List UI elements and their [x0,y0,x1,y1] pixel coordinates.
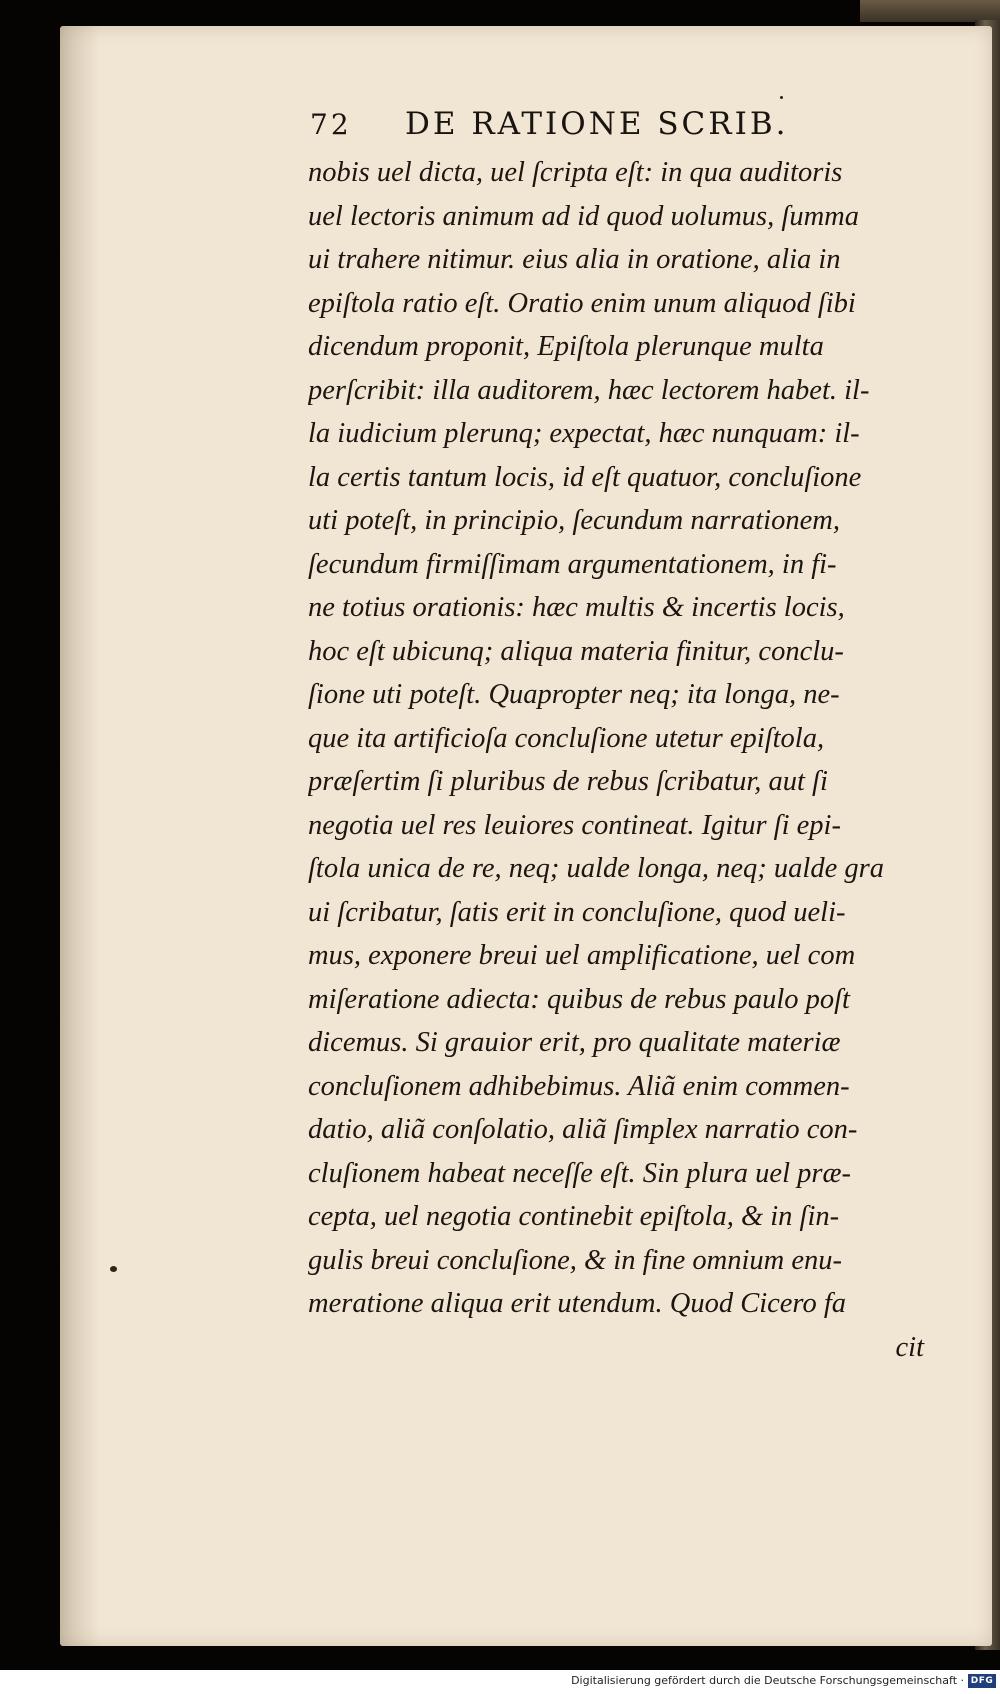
text-line: cluſionem habeat neceſſe eſt. Sin plura uel præ- [308,1157,851,1189]
running-head [310,104,870,144]
paper-speck [110,1266,117,1272]
text-line: mus, exponere breui uel amplificatione, uel com [308,940,856,971]
text-line: dicendum proponit, Epiſtola plerunque multa [308,331,824,362]
text-line: miſeratione adiecta: quibus de rebus paulo poſt [308,983,850,1015]
text-line: ſecundum firmiſſimam argumentationem, in fi- [308,548,837,580]
text-line: dicemus. Si grauior erit, pro qualitate materiæ [308,1027,841,1058]
body-text [308,151,948,1369]
text-line: nobis uel dicta, uel ſcripta eſt: in qua auditoris [308,157,843,188]
footer-bar [0,1670,1000,1694]
text-line: uti poteſt, in principio, ſecundum narrationem, [308,505,840,536]
running-head-title: DE RATIONE SCRIB. [405,106,789,142]
text-line: perſcribit: illa auditorem, hæc lectorem habet. il- [308,374,870,406]
text-line: ui ſcribatur, ſatis erit in concluſione, quod ueli- [308,896,846,928]
catchword: cit [895,1331,924,1363]
funding-notice: Digitalisierung gefördert durch die Deutsche Forschungsgemeinschaft · [571,1674,964,1687]
page-number: 72 [310,108,352,141]
text-line: ui trahere nitimur. eius alia in oratione, alia in [308,244,841,275]
paper-speck [780,96,783,99]
text-line: que ita artificioſa concluſione utetur epiſtola, [308,722,825,754]
text-line: ſione uti poteſt. Quapropter neq; ita longa, ne- [308,679,840,710]
text-line: ne totius orationis: hæc multis & incertis locis, [308,592,845,623]
text-line: uel lectoris animum ad id quod uolumus, ſumma [308,200,859,232]
text-line: la certis tantum locis, id eſt quatuor, concluſione [308,461,862,493]
text-line: gulis breui concluſione, & in fine omnium enu- [308,1244,843,1276]
text-line: concluſionem adhibebimus. Aliã enim commen- [308,1070,850,1102]
text-line: datio, aliã conſolatio, aliã ſimplex narratio con- [308,1114,858,1145]
text-line: præſertim ſi pluribus de rebus ſcribatur, aut ſi [308,766,828,797]
text-line: la iudicium plerunq; expectat, hæc nunquam: il- [308,418,860,449]
text-line: hoc eſt ubicunq; aliqua materia finitur, conclu- [308,635,844,667]
text-line: cepta, uel negotia continebit epiſtola, & in ſin- [308,1201,840,1232]
book-top-edge [860,0,1000,22]
dfg-logo: DFG [968,1674,996,1688]
text-line: epiſtola ratio eſt. Oratio enim unum aliquod ſibi [308,287,856,319]
text-line: negotia uel res leuiores contineat. Igitur ſi epi- [308,809,841,841]
text-line: meratione aliqua erit utendum. Quod Cicero fa [308,1288,847,1319]
text-line: ſtola unica de re, neq; ualde longa, neq; ualde gra [308,853,884,884]
